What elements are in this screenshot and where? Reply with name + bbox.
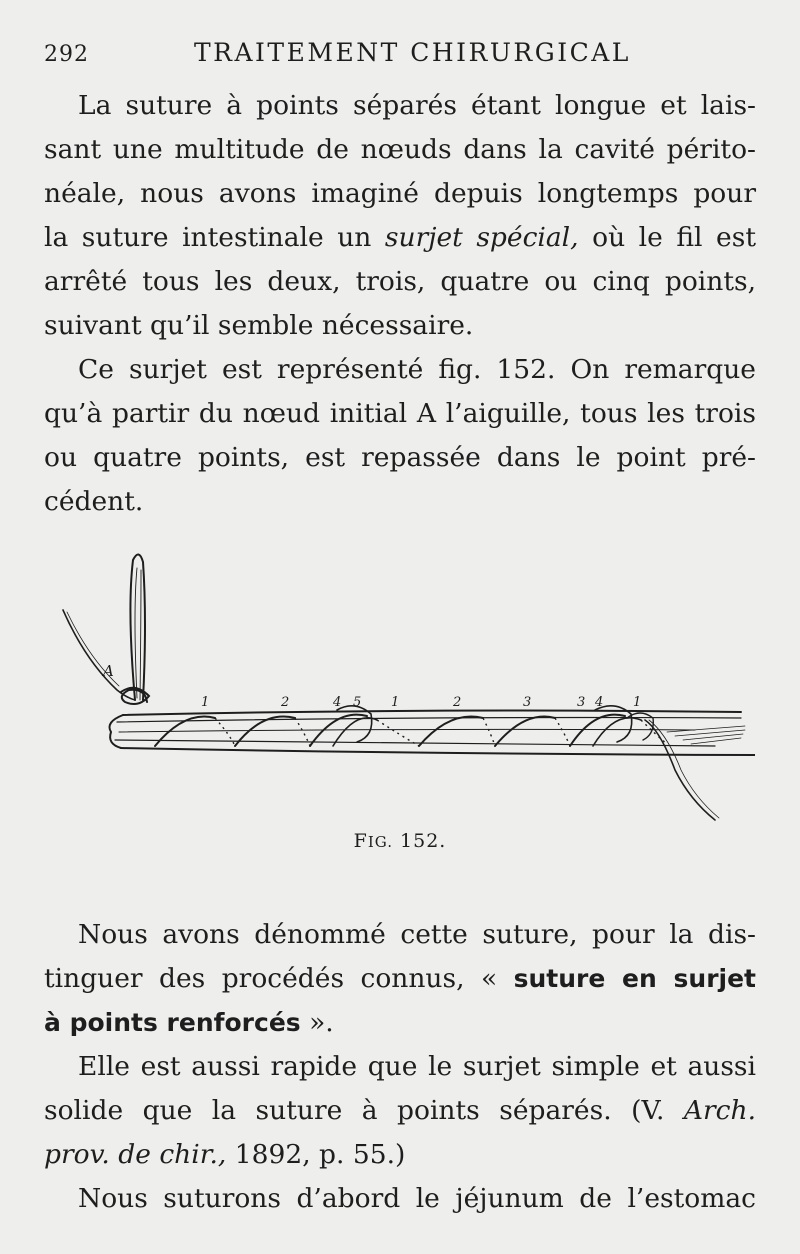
tube-mid-line [119,729,695,732]
text-line: qu’à partir du nœud initial A l’aiguille, tous les trois [44,398,756,429]
text-line [44,1001,756,1045]
page-header [44,38,756,70]
stitch-back [483,718,495,746]
paragraph-2 [44,348,756,524]
thread-left-end [63,610,135,700]
text-segment: 1892, p. 55.) [226,1139,406,1170]
text-line: cédent. [44,486,144,517]
running-title: TRAITEMENT CHIRURGICAL [194,38,631,67]
paragraph-4 [44,1045,756,1177]
text-line [44,216,756,260]
tube-lower-inner [115,740,715,746]
stitch-front [419,717,483,746]
text-line: Nous avons dénommé cette suture, pour la dis- [78,919,756,950]
text-line: néale, nous avons imaginé depuis longtemps pour [44,178,756,209]
text-line: Ce surjet est représenté fig. 152. On remarque [78,354,756,385]
figure-caption [0,830,800,852]
stitch-back [641,720,667,744]
italic-term: prov. de chir., [44,1139,227,1170]
text-line: Nous suturons d’abord le jéjunum de l’estomac [78,1183,756,1214]
paragraph-5 [44,1177,756,1221]
needle-loop [130,554,145,700]
text-segment: solide que la suture à points séparés. (V. [44,1095,684,1126]
thread-exit [645,720,715,820]
bold-term: suture en surjet [513,964,756,993]
text-line: suivant qu’il semble nécessaire. [44,310,474,341]
text-segment: ». [300,1007,334,1038]
text-line [44,957,756,1001]
page-number: 292 [44,42,89,67]
text-line: La suture à points séparés étant longue et lais- [78,90,756,121]
figure-label-a: A [103,662,114,680]
caption-number: 152. [392,830,447,852]
stitch-back [555,718,570,746]
italic-term: surjet spécial, [384,222,579,253]
text-line: ou quatre points, est repassée dans le point pré- [44,442,756,473]
caption-smallcaps: IG. [367,833,393,851]
paragraph-1 [44,84,756,348]
stitch-label: 3 [523,695,532,710]
stitch-label: 1 [201,695,210,710]
needle-loop-inner [135,568,141,700]
text-line: arrêté tous les deux, trois, quatre ou cinq points, [44,266,756,297]
italic-term: Arch. [683,1095,756,1126]
text-segment: où le fil est [578,222,756,253]
text-line [44,1133,756,1177]
thread-exit-2 [649,720,719,818]
tube-right-hatch [667,726,745,744]
text-block-bottom [44,913,756,1221]
text-line: Elle est aussi rapide que le surjet simple et aussi [78,1051,756,1082]
caption-prefix: F [353,830,368,852]
stitch-label: 1 [633,695,642,710]
text-line: sant une multitude de nœuds dans la cavité périto- [44,134,756,165]
text-segment: tinguer des procédés connus, « [44,963,514,994]
suture-figure [55,550,755,840]
stitch-label: 4 [333,695,342,710]
text-block-top [44,84,756,524]
tube-lower-edge [121,748,755,755]
stitch-label: 5 [353,695,362,710]
paragraph-3 [44,913,756,1045]
stitch-back [215,718,235,746]
stitch-label: 3 [577,695,586,710]
stitch-label: 2 [281,695,290,710]
text-segment: la suture intestinale un [44,222,385,253]
bold-term: à points renforcés [44,1008,301,1037]
stitch-label: 4 [595,695,604,710]
text-line [44,1089,756,1133]
stitch-label: 2 [453,695,462,710]
stitch-front [495,717,555,746]
stitch-label: 1 [391,695,400,710]
